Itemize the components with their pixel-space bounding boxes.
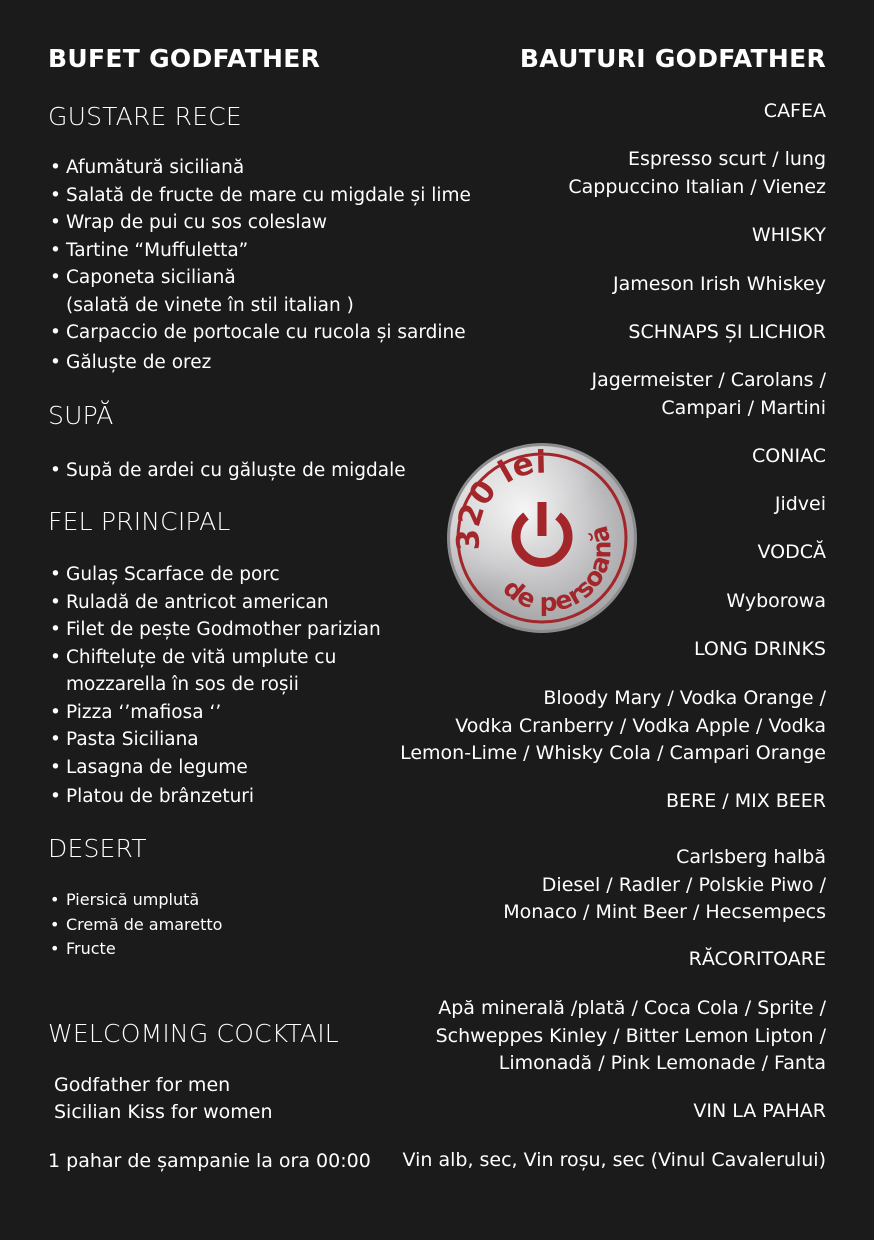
supa-title: SUPĂ — [48, 401, 114, 430]
buffet-title: BUFET GODFATHER — [48, 44, 321, 73]
drink-line: Schweppes Kinley / Bitter Lemon Lipton / — [435, 1024, 826, 1047]
vodca-heading: VODCĂ — [757, 541, 826, 563]
list-item: • Afumătură siciliană — [48, 154, 471, 182]
long-drinks-items — [400, 685, 826, 768]
list-item: • Caponeta siciliană — [48, 264, 471, 292]
drink-line: Espresso scurt / lung — [627, 148, 826, 170]
vin-items — [403, 1147, 826, 1175]
drink-line: Diesel / Radler / Polskie Piwo / — [541, 873, 826, 896]
list-item: • Gulaș Scarface de porc — [48, 561, 381, 589]
supa-list — [48, 457, 406, 485]
schnaps-heading: SCHNAPS ȘI LICHIOR — [628, 321, 826, 343]
list-item: • Fructe — [48, 937, 222, 962]
desert-list — [48, 888, 222, 962]
list-item: • Tartine “Muffuletta” — [48, 237, 471, 265]
desert-title: DESERT — [48, 834, 147, 863]
drink-line: Carlsberg halbă — [676, 846, 826, 868]
vin-heading: VIN LA PAHAR — [693, 1100, 826, 1122]
cocktail-line: Sicilian Kiss for women — [54, 1101, 273, 1123]
drink-line: Campari / Martini — [661, 396, 826, 419]
list-item: • Lasagna de legume — [48, 754, 381, 782]
drink-line: Jagermeister / Carolans / — [591, 369, 826, 391]
list-item: • Chifteluțe de vită umplute cu — [48, 644, 381, 672]
drink-line: Jameson Irish Whiskey — [613, 273, 826, 295]
cafea-items — [568, 146, 826, 201]
drink-line: Cappuccino Italian / Vienez — [568, 175, 826, 198]
drink-line: Apă minerală /plată / Coca Cola / Sprite / — [438, 997, 826, 1019]
list-item: • Piersică umplută — [48, 888, 222, 913]
list-item: • Găluște de orez — [48, 349, 471, 377]
badge-per-person: de persoană — [497, 522, 617, 617]
list-item: • Carpaccio de portocale cu rucola și sardine — [48, 319, 471, 347]
vodca-items — [726, 588, 826, 616]
fel-principal-title: FEL PRINCIPAL — [48, 507, 231, 536]
drink-line: Limonadă / Pink Lemonade / Fanta — [498, 1052, 826, 1074]
racoritoare-heading: RĂCORITOARE — [688, 948, 826, 970]
drinks-title: BAUTURI GODFATHER — [519, 44, 826, 73]
cocktail-lines — [54, 1072, 273, 1126]
list-item: • Ruladă de antricot american — [48, 589, 381, 617]
cocktail-title: WELCOMING COCKTAIL — [48, 1019, 339, 1048]
drink-line: Lemon-Lime / Whisky Cola / Campari Orange — [400, 742, 826, 764]
champagne-note: 1 pahar de șampanie la ora 00:00 — [48, 1150, 371, 1172]
whisky-heading: WHISKY — [751, 224, 826, 246]
gustare-title: GUSTARE RECE — [48, 102, 242, 131]
drink-line: Vodka Cranberry / Vodka Apple / Vodka — [455, 714, 826, 737]
drink-line: Wyborowa — [726, 590, 826, 612]
cafea-heading: CAFEA — [763, 100, 826, 122]
list-item: • Supă de ardei cu găluște de migdale — [48, 457, 406, 485]
long-drinks-heading: LONG DRINKS — [693, 638, 826, 660]
cocktail-line: Godfather for men — [54, 1074, 231, 1096]
bere-heading: BERE / MIX BEER — [665, 790, 826, 812]
list-item: • Filet de pește Godmother parizian — [48, 616, 381, 644]
drink-line: Bloody Mary / Vodka Orange / — [543, 687, 826, 709]
badge-price: 320 lei — [450, 444, 547, 552]
whisky-items — [613, 271, 826, 299]
bere-items — [503, 844, 826, 927]
list-item: • Cremă de amaretto — [48, 913, 222, 938]
drink-line: Jidvei — [774, 493, 826, 515]
list-item: • Pasta Siciliana — [48, 726, 381, 754]
list-item-continuation: (salată de vinete în stil italian ) — [66, 294, 354, 316]
list-item: • Wrap de pui cu sos coleslaw — [48, 209, 471, 237]
drink-line: Vin alb, sec, Vin roșu, sec (Vinul Cavalerului) — [402, 1149, 826, 1171]
list-item: • Pizza ‘’mafiosa ‘’ — [48, 699, 381, 727]
coniac-heading: CONIAC — [752, 445, 826, 467]
gustare-list — [48, 154, 471, 376]
fel-principal-list — [48, 561, 381, 811]
price-badge — [446, 442, 638, 634]
list-item: • Platou de brânzeturi — [48, 783, 381, 811]
schnaps-items — [591, 367, 826, 422]
list-item-continuation: mozzarella în sos de roșii — [66, 674, 299, 695]
racoritoare-items — [436, 995, 826, 1078]
drink-line: Monaco / Mint Beer / Hecsempecs — [503, 901, 826, 923]
coniac-items — [775, 491, 826, 519]
list-item: • Salată de fructe de mare cu migdale și lime — [48, 182, 471, 210]
